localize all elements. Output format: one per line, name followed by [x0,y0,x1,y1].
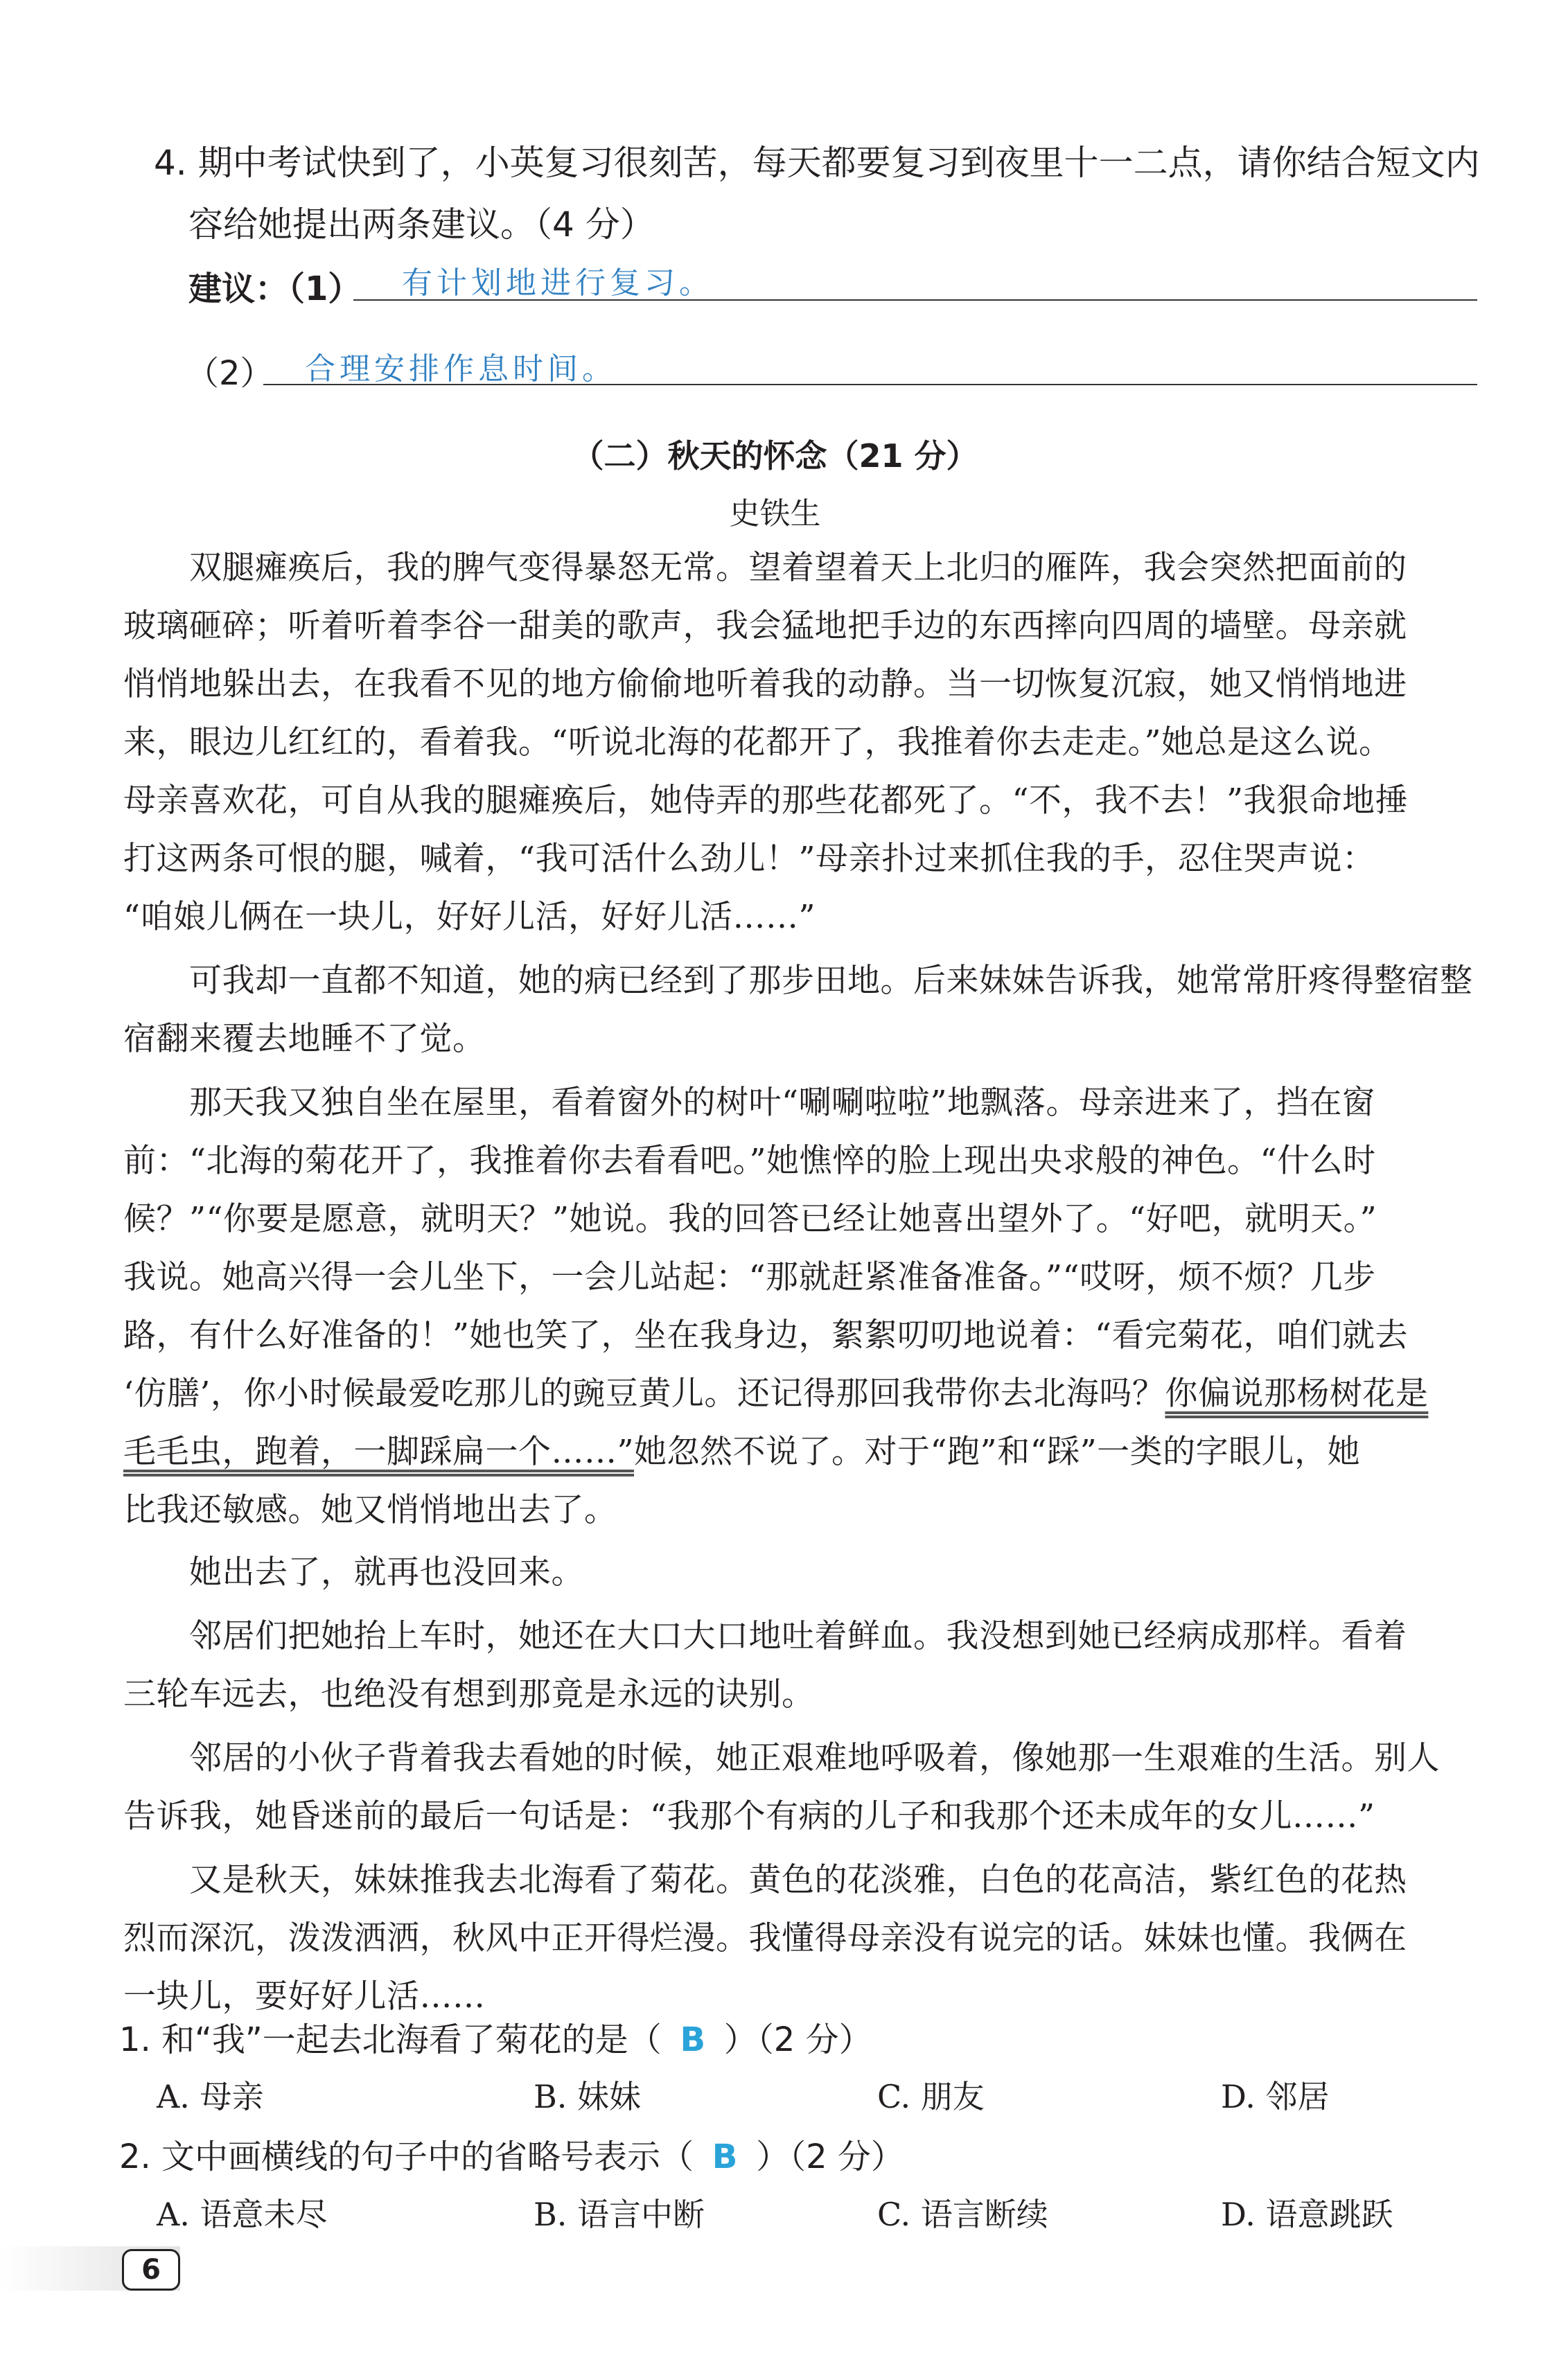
author-name: 史铁生 [729,496,821,531]
passage-line: 那天我又独自坐在屋里，看着窗外的树叶“唰唰啦啦”地飘落。母亲进来了，挡在窗 [123,1084,1375,1122]
q1-option-d: D. 邻居 [1221,2078,1330,2115]
passage-line: 路，有什么好准备的！”她也笑了，坐在我身边，絮絮叨叨地说着：“看完菊花，咱们就去 [123,1316,1409,1355]
q2-option-c: C. 语言断续 [877,2196,1048,2233]
passage-line: 前：“北海的菊花开了，我推着你去看看吧。”她憔悴的脸上现出央求般的神色。“什么时 [123,1142,1376,1180]
passage-text: 她忽然不说了。对于“跑”和“踩”一类的字眼儿，她 [634,1433,1361,1471]
passage-line: “咱娘儿俩在一块儿，好好儿活，好好儿活……” [123,898,816,936]
q2-option-a: A. 语意未尽 [157,2196,328,2233]
passage-line: 她出去了，就再也没回来。 [123,1553,584,1592]
passage-line: 邻居的小伙子背着我去看她的时候，她正艰难地呼吸着，像她那一生艰难的生活。别人 [123,1739,1440,1777]
suggestion-label-2: （2） [186,354,274,393]
passage-line: 又是秋天，妹妹推我去北海看了菊花。黄色的花淡雅，白色的花高洁，紫红色的花热 [123,1861,1407,1899]
passage-line [123,1426,1360,1472]
passage-line: 悄悄地躲出去，在我看不见的地方偷偷地听着我的动静。当一切恢复沉寂，她又悄悄地进 [123,665,1407,703]
question-2-answer: B [712,2137,738,2176]
passage-line [123,1368,1428,1414]
passage-line: 来，眼边儿红红的，看着我。“听说北海的花都开了，我推着你去走走。”她总是这么说。 [123,723,1392,761]
handwritten-answer-1: 有计划地进行复习。 [402,265,714,301]
passage-line: 可我却一直都不知道，她的病已经到了那步田地。后来妹妹告诉我，她常常肝疼得整宿整 [123,962,1473,1000]
question-1 [119,2013,872,2061]
question-4-stem-line1: 4. 期中考试快到了，小英复习很刻苦，每天都要复习到夜里十一二点，请你结合短文内 [154,143,1480,183]
question-4-stem-line2: 容给她提出两条建议。（4 分） [188,204,655,245]
handwritten-answer-2: 合理安排作息时间。 [305,351,617,387]
question-1-score: ）（2 分） [723,2020,872,2059]
passage-line: 邻居们把她抬上车时，她还在大口大口地吐着鲜血。我没想到她已经病成那样。看着 [123,1617,1407,1655]
section-title: （二）秋天的怀念（21 分） [572,437,978,475]
page-number: 6 [122,2249,180,2291]
passage-line: 比我还敏感。她又悄悄地出去了。 [123,1491,617,1529]
question-1-answer: B [680,2020,706,2059]
q1-option-c: C. 朋友 [877,2078,985,2115]
question-2-score: ）（2 分） [756,2137,904,2176]
passage-line: 玻璃砸碎；听着听着李谷一甜美的歌声，我会猛地把手边的东西摔向四周的墙壁。母亲就 [123,607,1407,645]
passage-line: 双腿瘫痪后，我的脾气变得暴怒无常。望着望着天上北归的雁阵，我会突然把面前的 [123,549,1407,587]
q1-option-b: B. 妹妹 [534,2078,642,2115]
q1-option-a: A. 母亲 [157,2078,264,2115]
passage-text: ‘仿膳’，你小时候最爱吃那儿的豌豆黄儿。还记得那回我带你去北海吗？ [123,1375,1165,1413]
underlined-sentence-part2: 毛毛虫，跑着，一脚踩扁一个……” [123,1433,635,1471]
passage-line: 一块儿，要好好儿活…… [123,1977,486,2016]
q2-option-d: D. 语意跳跃 [1221,2196,1393,2233]
passage-line: 母亲喜欢花，可自从我的腿瘫痪后，她侍弄的那些花都死了。“不，我不去！”我狠命地捶 [123,782,1409,820]
question-2-stem: 2. 文中画横线的句子中的省略号表示（ [119,2137,694,2176]
q2-option-b: B. 语言中断 [534,2196,705,2233]
passage-line: 三轮车远去，也绝没有想到那竟是永远的诀别。 [123,1675,815,1713]
passage-line: 宿翻来覆去地睡不了觉。 [123,1020,486,1058]
passage-line: 我说。她高兴得一会儿坐下，一会儿站起：“那就赶紧准备准备。”“哎呀，烦不烦？几步 [123,1258,1376,1296]
underlined-sentence-part1: 你偏说那杨树花是 [1165,1375,1429,1413]
suggestion-label-1: 建议：（1） [188,270,362,308]
passage-line: 烈而深沉，泼泼洒洒，秋风中正开得烂漫。我懂得母亲没有说完的话。妹妹也懂。我俩在 [123,1919,1407,1957]
question-1-stem: 1. 和“我”一起去北海看了菊花的是（ [119,2020,662,2059]
passage-line: 候？”“你要是愿意，就明天？”她说。我的回答已经让她喜出望外了。“好吧，就明天。” [123,1200,1377,1238]
question-2 [119,2130,904,2178]
passage-line: 告诉我，她昏迷前的最后一句话是：“我那个有病的儿子和我那个还未成年的女儿……” [123,1797,1375,1835]
passage-line: 打这两条可恨的腿，喊着，“我可活什么劲儿！”母亲扑过来抓住我的手，忍住哭声说： [123,840,1375,878]
